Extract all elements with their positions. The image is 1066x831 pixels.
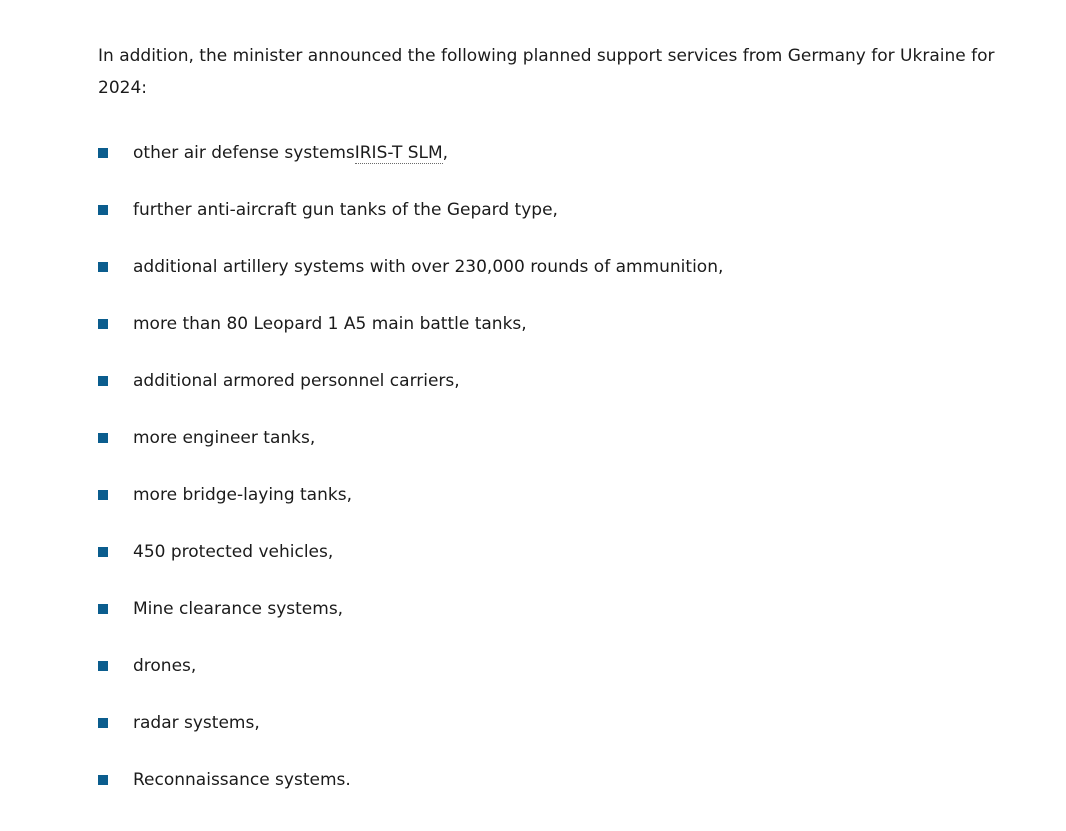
list-item-text: more than 80 Leopard 1 A5 main battle tanks, [133,314,527,334]
square-bullet-icon [98,547,108,557]
list-item [98,312,1008,369]
list-item [98,654,1008,711]
list-item-text: more engineer tanks, [133,428,316,448]
square-bullet-icon [98,490,108,500]
square-bullet-icon [98,718,108,728]
list-item-text: radar systems, [133,713,260,733]
list-item-text: Reconnaissance systems. [133,770,351,790]
list-item-text: additional artillery systems with over 230,000 rounds of ammunition, [133,257,724,277]
square-bullet-icon [98,604,108,614]
list-item [98,711,1008,768]
list-item [98,768,1008,825]
list-item-text: other air defense systemsIRIS-T SLM, [133,143,449,163]
square-bullet-icon [98,433,108,443]
support-services-list [98,141,1008,825]
iris-t-slm-abbreviation[interactable]: IRIS-T SLM [354,143,443,163]
article-content [98,40,1008,825]
list-item-text: Mine clearance systems, [133,599,344,619]
list-item-text: 450 protected vehicles, [133,542,334,562]
list-item [98,255,1008,312]
list-item-text: more bridge-laying tanks, [133,485,352,505]
square-bullet-icon [98,775,108,785]
list-item-text: further anti-aircraft gun tanks of the Gepard type, [133,200,558,220]
square-bullet-icon [98,205,108,215]
square-bullet-icon [98,148,108,158]
intro-paragraph: In addition, the minister announced the following planned support services from Germany for Ukraine for 2024: [98,46,995,98]
list-item [98,198,1008,255]
list-item-text: additional armored personnel carriers, [133,371,460,391]
square-bullet-icon [98,262,108,272]
list-item [98,426,1008,483]
list-item [98,369,1008,426]
square-bullet-icon [98,661,108,671]
list-item-air-defense [98,141,1008,198]
list-item-text: drones, [133,656,197,676]
list-item [98,540,1008,597]
list-item [98,597,1008,654]
square-bullet-icon [98,319,108,329]
list-item [98,483,1008,540]
square-bullet-icon [98,376,108,386]
